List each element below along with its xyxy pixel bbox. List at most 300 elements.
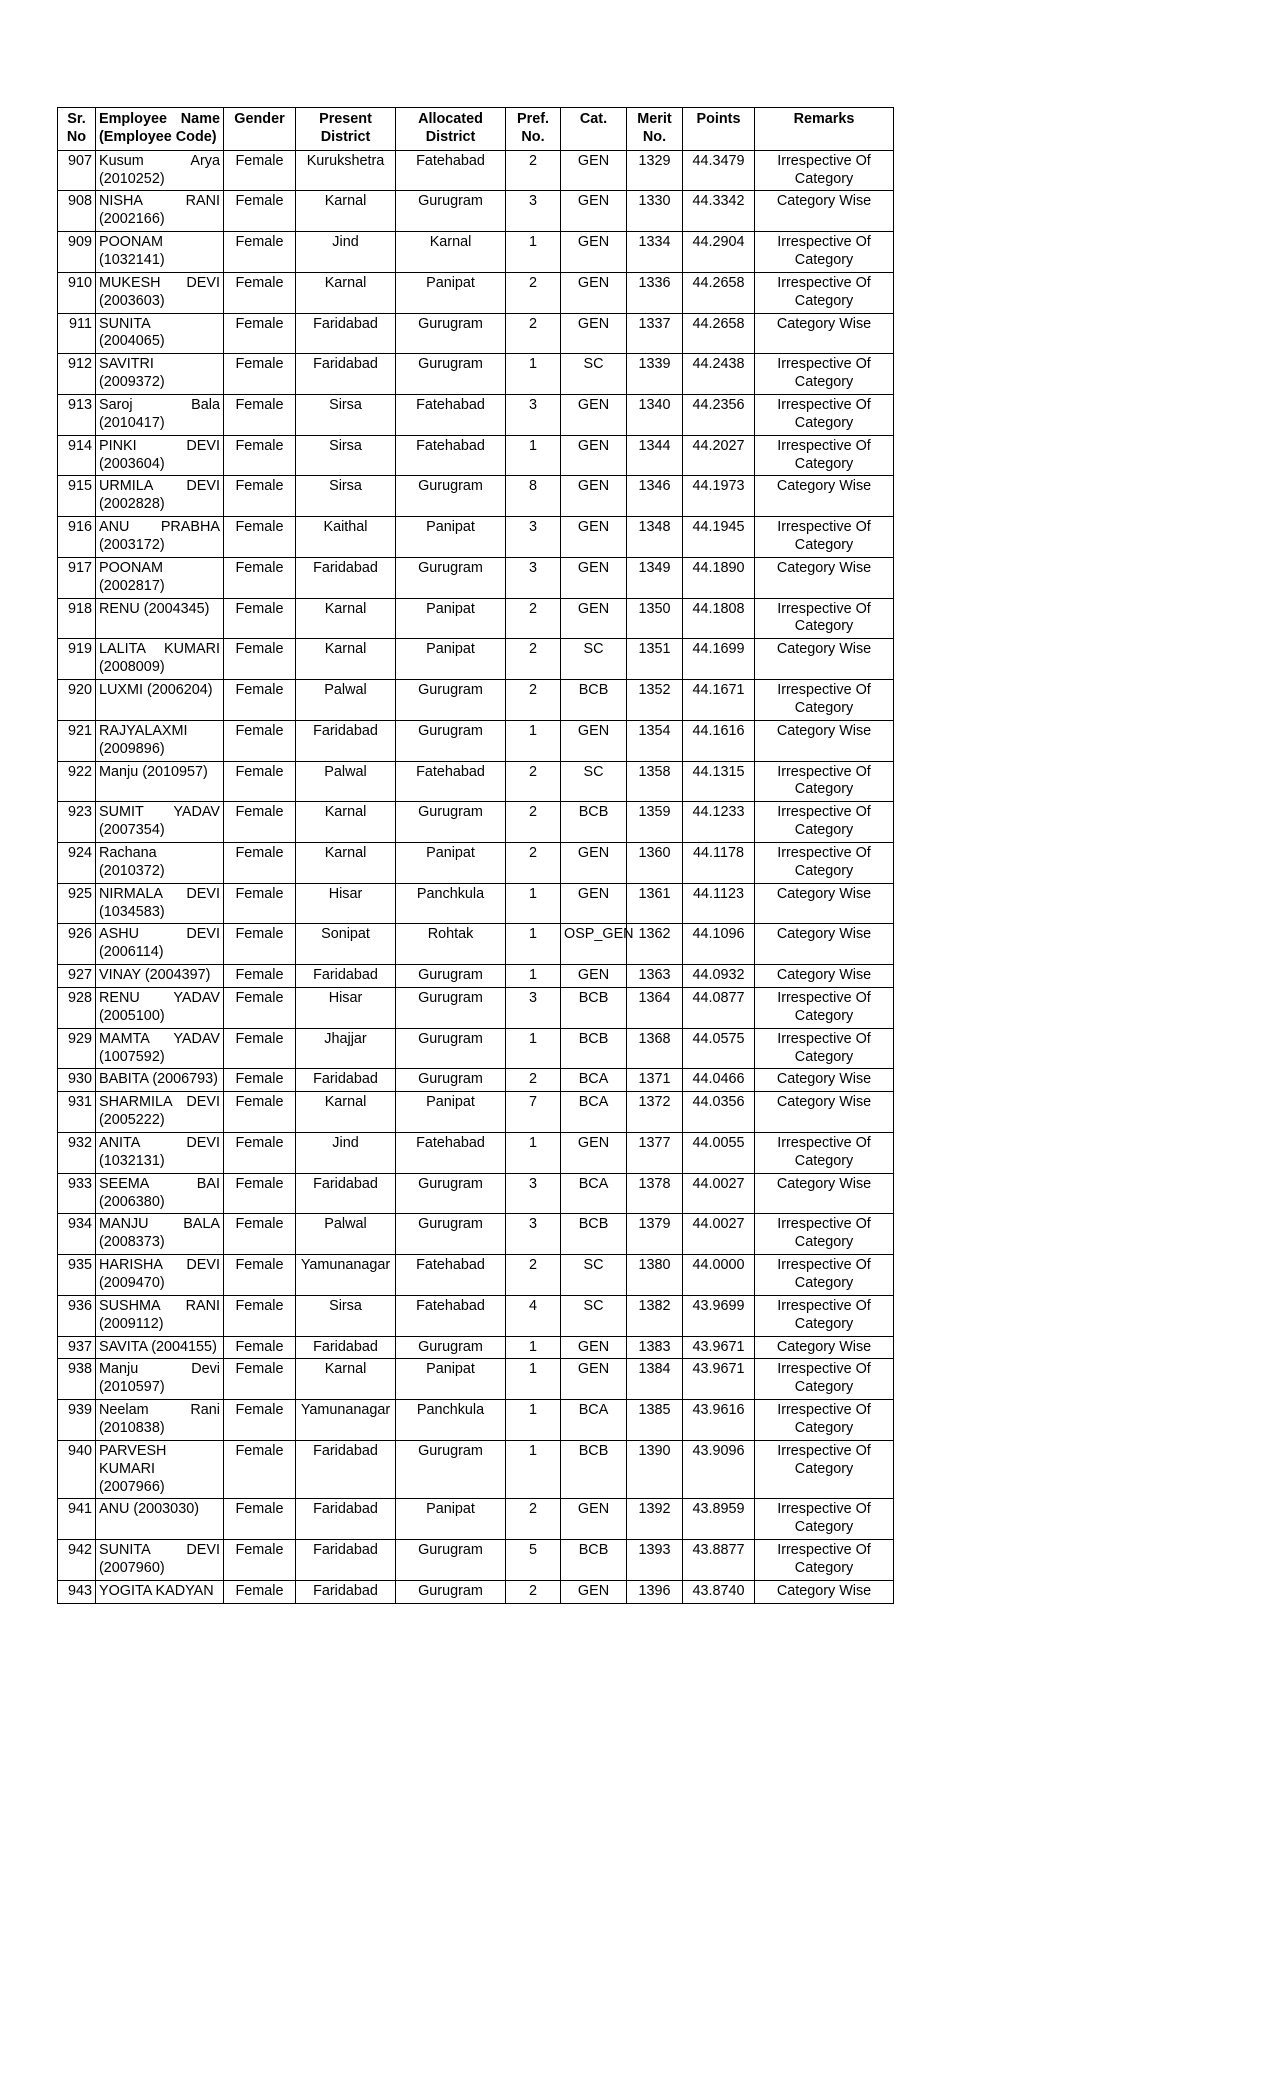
cell-sr-no: 936: [58, 1295, 96, 1336]
cell-remarks: Irrespective Of Category: [755, 1255, 894, 1296]
employee-code-text: (2008009): [99, 659, 165, 676]
table-row: [58, 1540, 894, 1581]
employee-name-text: SUNITA DEVI: [99, 1542, 220, 1559]
cell-points: 44.2356: [683, 395, 755, 436]
employee-name-text: MAMTA YADAV: [99, 1030, 220, 1047]
cell-points: 43.8959: [683, 1499, 755, 1540]
cell-employee-name: [96, 1499, 224, 1540]
cell-allocated-district: Gurugram: [396, 1440, 506, 1499]
cell-points: 43.9616: [683, 1400, 755, 1441]
cell-category: SC: [561, 1255, 627, 1296]
cell-employee-name: [96, 639, 224, 680]
cell-category: BCA: [561, 1069, 627, 1092]
cell-pref-no: 1: [506, 965, 561, 988]
employee-name-text: BABITA (2006793): [99, 1071, 218, 1088]
cell-allocated-district: Gurugram: [396, 1028, 506, 1069]
employee-name-text: Neelam Rani: [99, 1402, 220, 1419]
cell-employee-name: [96, 1255, 224, 1296]
cell-points: 43.9096: [683, 1440, 755, 1499]
cell-present-district: Sirsa: [296, 395, 396, 436]
employee-name-text: ANITA DEVI: [99, 1134, 220, 1151]
cell-remarks: Irrespective Of Category: [755, 1214, 894, 1255]
cell-gender: Female: [224, 883, 296, 924]
cell-category: BCB: [561, 680, 627, 721]
cell-sr-no: 937: [58, 1336, 96, 1359]
cell-remarks: Irrespective Of Category: [755, 150, 894, 191]
cell-pref-no: 1: [506, 883, 561, 924]
cell-remarks: Category Wise: [755, 1069, 894, 1092]
cell-pref-no: 3: [506, 517, 561, 558]
cell-present-district: Jind: [296, 1132, 396, 1173]
cell-merit-no: 1339: [627, 354, 683, 395]
employee-code-text: (1007592): [99, 1048, 165, 1065]
cell-pref-no: 3: [506, 1173, 561, 1214]
cell-remarks: Category Wise: [755, 883, 894, 924]
cell-remarks: Category Wise: [755, 557, 894, 598]
table-row: [58, 313, 894, 354]
table-row: [58, 150, 894, 191]
cell-present-district: Faridabad: [296, 1440, 396, 1499]
cell-points: 44.3342: [683, 191, 755, 232]
cell-remarks: Irrespective Of Category: [755, 842, 894, 883]
cell-sr-no: 932: [58, 1132, 96, 1173]
employee-code-text: (2004065): [99, 333, 165, 350]
cell-employee-name: [96, 313, 224, 354]
cell-sr-no: 930: [58, 1069, 96, 1092]
cell-category: GEN: [561, 272, 627, 313]
cell-gender: Female: [224, 272, 296, 313]
cell-merit-no: 1360: [627, 842, 683, 883]
cell-points: 44.2904: [683, 232, 755, 273]
cell-sr-no: 929: [58, 1028, 96, 1069]
cell-pref-no: 1: [506, 354, 561, 395]
cell-category: GEN: [561, 191, 627, 232]
table-row: [58, 680, 894, 721]
cell-pref-no: 5: [506, 1540, 561, 1581]
cell-employee-name: [96, 842, 224, 883]
employee-name-text: SHARMILA DEVI: [99, 1094, 220, 1111]
cell-remarks: Irrespective Of Category: [755, 354, 894, 395]
cell-category: BCA: [561, 1092, 627, 1133]
cell-allocated-district: Gurugram: [396, 354, 506, 395]
cell-present-district: Faridabad: [296, 1173, 396, 1214]
cell-gender: Female: [224, 1028, 296, 1069]
cell-points: 44.1123: [683, 883, 755, 924]
cell-sr-no: 921: [58, 720, 96, 761]
cell-present-district: Faridabad: [296, 1499, 396, 1540]
cell-points: 44.0055: [683, 1132, 755, 1173]
cell-employee-name: [96, 232, 224, 273]
employee-name-text: POONAM: [99, 559, 163, 576]
cell-gender: Female: [224, 476, 296, 517]
cell-present-district: Sonipat: [296, 924, 396, 965]
cell-pref-no: 1: [506, 1359, 561, 1400]
cell-points: 43.8740: [683, 1580, 755, 1603]
cell-category: GEN: [561, 1336, 627, 1359]
employee-name-text: NIRMALA DEVI: [99, 885, 220, 902]
cell-remarks: Irrespective Of Category: [755, 1295, 894, 1336]
cell-present-district: Faridabad: [296, 1580, 396, 1603]
cell-merit-no: 1344: [627, 435, 683, 476]
cell-merit-no: 1350: [627, 598, 683, 639]
header-line-1: Allocated: [418, 111, 483, 127]
cell-category: GEN: [561, 1580, 627, 1603]
table-row: [58, 883, 894, 924]
employee-name-text: RENU (2004345): [99, 600, 210, 617]
cell-category: SC: [561, 1295, 627, 1336]
cell-category: GEN: [561, 395, 627, 436]
cell-allocated-district: Gurugram: [396, 1580, 506, 1603]
header-line-1: Points: [696, 111, 741, 127]
table-row: [58, 1400, 894, 1441]
cell-employee-name: [96, 802, 224, 843]
employee-code-text: (2002817): [99, 577, 165, 594]
cell-category: GEN: [561, 1359, 627, 1400]
cell-category: GEN: [561, 232, 627, 273]
employee-code-text: (2010417): [99, 414, 165, 431]
cell-merit-no: 1378: [627, 1173, 683, 1214]
cell-gender: Female: [224, 517, 296, 558]
cell-category: SC: [561, 639, 627, 680]
cell-pref-no: 1: [506, 1440, 561, 1499]
cell-points: 44.1233: [683, 802, 755, 843]
cell-pref-no: 1: [506, 924, 561, 965]
cell-gender: Female: [224, 1214, 296, 1255]
cell-points: 44.1945: [683, 517, 755, 558]
cell-remarks: Category Wise: [755, 1336, 894, 1359]
cell-merit-no: 1385: [627, 1400, 683, 1441]
column-header-allocated-district: [396, 108, 506, 151]
cell-present-district: Faridabad: [296, 1069, 396, 1092]
cell-employee-name: [96, 1336, 224, 1359]
cell-gender: Female: [224, 1069, 296, 1092]
table-row: [58, 1028, 894, 1069]
cell-pref-no: 2: [506, 1255, 561, 1296]
table-body: [58, 150, 894, 1603]
cell-gender: Female: [224, 761, 296, 802]
cell-merit-no: 1330: [627, 191, 683, 232]
cell-remarks: Category Wise: [755, 965, 894, 988]
cell-present-district: Sirsa: [296, 476, 396, 517]
table-row: [58, 987, 894, 1028]
cell-points: 44.2027: [683, 435, 755, 476]
cell-sr-no: 918: [58, 598, 96, 639]
table-row: [58, 476, 894, 517]
cell-points: 44.1973: [683, 476, 755, 517]
employee-name-text: Kusum Arya: [99, 152, 220, 169]
employee-code-text: (2003172): [99, 537, 165, 554]
cell-allocated-district: Gurugram: [396, 1214, 506, 1255]
cell-allocated-district: Gurugram: [396, 680, 506, 721]
employee-code-text: (1032131): [99, 1152, 165, 1169]
cell-remarks: Irrespective Of Category: [755, 680, 894, 721]
cell-points: 43.9671: [683, 1336, 755, 1359]
table-row: [58, 1580, 894, 1603]
table-row: [58, 1336, 894, 1359]
cell-employee-name: [96, 1132, 224, 1173]
cell-points: 44.0356: [683, 1092, 755, 1133]
cell-allocated-district: Gurugram: [396, 191, 506, 232]
cell-gender: Female: [224, 1092, 296, 1133]
cell-merit-no: 1359: [627, 802, 683, 843]
cell-merit-no: 1352: [627, 680, 683, 721]
cell-sr-no: 911: [58, 313, 96, 354]
cell-remarks: Category Wise: [755, 1092, 894, 1133]
cell-employee-name: [96, 272, 224, 313]
cell-employee-name: [96, 1580, 224, 1603]
cell-pref-no: 2: [506, 761, 561, 802]
table-row: [58, 557, 894, 598]
cell-category: GEN: [561, 1499, 627, 1540]
cell-employee-name: [96, 476, 224, 517]
cell-remarks: Category Wise: [755, 1173, 894, 1214]
cell-sr-no: 938: [58, 1359, 96, 1400]
employee-code-text: (2009372): [99, 374, 165, 391]
cell-category: BCB: [561, 1028, 627, 1069]
column-header-category: [561, 108, 627, 151]
cell-employee-name: [96, 191, 224, 232]
cell-sr-no: 913: [58, 395, 96, 436]
header-line-1: Present: [319, 111, 372, 127]
cell-employee-name: [96, 517, 224, 558]
cell-gender: Female: [224, 435, 296, 476]
cell-merit-no: 1390: [627, 1440, 683, 1499]
cell-present-district: Palwal: [296, 680, 396, 721]
cell-present-district: Karnal: [296, 598, 396, 639]
header-line-1: Pref.: [517, 111, 549, 127]
cell-pref-no: 1: [506, 1028, 561, 1069]
cell-gender: Female: [224, 1580, 296, 1603]
table-row: [58, 232, 894, 273]
employee-code-text: (2010372): [99, 862, 165, 879]
cell-remarks: Irrespective Of Category: [755, 1400, 894, 1441]
header-line-1: Sr.: [67, 111, 86, 127]
cell-points: 44.0575: [683, 1028, 755, 1069]
employee-name-text: VINAY (2004397): [99, 967, 211, 984]
cell-present-district: Palwal: [296, 1214, 396, 1255]
cell-allocated-district: Fatehabad: [396, 1295, 506, 1336]
table-header: [58, 108, 894, 151]
cell-pref-no: 3: [506, 987, 561, 1028]
cell-sr-no: 914: [58, 435, 96, 476]
cell-present-district: Faridabad: [296, 1540, 396, 1581]
employee-code-text: (2002828): [99, 496, 165, 513]
cell-sr-no: 925: [58, 883, 96, 924]
cell-merit-no: 1340: [627, 395, 683, 436]
cell-gender: Female: [224, 1440, 296, 1499]
cell-points: 44.1096: [683, 924, 755, 965]
header-line-2: District: [425, 128, 476, 145]
employee-name-text: Rachana: [99, 844, 157, 861]
cell-gender: Female: [224, 395, 296, 436]
employee-code-text: (2007960): [99, 1560, 165, 1577]
cell-merit-no: 1372: [627, 1092, 683, 1133]
cell-category: SC: [561, 761, 627, 802]
cell-merit-no: 1368: [627, 1028, 683, 1069]
cell-present-district: Kaithal: [296, 517, 396, 558]
cell-points: 44.1699: [683, 639, 755, 680]
cell-remarks: Irrespective Of Category: [755, 395, 894, 436]
table-row: [58, 1069, 894, 1092]
cell-remarks: Irrespective Of Category: [755, 1440, 894, 1499]
employee-code-text: (2003604): [99, 455, 165, 472]
header-line-2: District: [320, 128, 371, 145]
cell-merit-no: 1379: [627, 1214, 683, 1255]
cell-allocated-district: Panipat: [396, 517, 506, 558]
table-row: [58, 842, 894, 883]
cell-gender: Female: [224, 1173, 296, 1214]
header-line-2: No: [66, 128, 87, 145]
cell-category: BCB: [561, 1214, 627, 1255]
cell-merit-no: 1377: [627, 1132, 683, 1173]
cell-gender: Female: [224, 1295, 296, 1336]
cell-allocated-district: Gurugram: [396, 1540, 506, 1581]
cell-allocated-district: Fatehabad: [396, 395, 506, 436]
cell-merit-no: 1361: [627, 883, 683, 924]
cell-sr-no: 931: [58, 1092, 96, 1133]
cell-present-district: Karnal: [296, 802, 396, 843]
cell-category: SC: [561, 354, 627, 395]
employee-name-text: POONAM: [99, 234, 163, 251]
cell-present-district: Palwal: [296, 761, 396, 802]
cell-category: GEN: [561, 598, 627, 639]
cell-points: 43.9699: [683, 1295, 755, 1336]
cell-merit-no: 1364: [627, 987, 683, 1028]
cell-merit-no: 1382: [627, 1295, 683, 1336]
cell-pref-no: 1: [506, 232, 561, 273]
cell-points: 44.1178: [683, 842, 755, 883]
cell-present-district: Sirsa: [296, 1295, 396, 1336]
employee-code-text: (2009470): [99, 1274, 165, 1291]
cell-gender: Female: [224, 639, 296, 680]
cell-points: 44.1616: [683, 720, 755, 761]
cell-gender: Female: [224, 802, 296, 843]
table-row: [58, 802, 894, 843]
cell-present-district: Karnal: [296, 842, 396, 883]
cell-present-district: Karnal: [296, 1092, 396, 1133]
cell-merit-no: 1358: [627, 761, 683, 802]
cell-pref-no: 1: [506, 1132, 561, 1173]
table-row: [58, 1440, 894, 1499]
cell-category: BCA: [561, 1173, 627, 1214]
cell-pref-no: 2: [506, 150, 561, 191]
cell-gender: Female: [224, 1359, 296, 1400]
cell-remarks: Irrespective Of Category: [755, 232, 894, 273]
cell-present-district: Faridabad: [296, 557, 396, 598]
header-line-2: No.: [521, 128, 545, 145]
cell-remarks: Irrespective Of Category: [755, 435, 894, 476]
cell-pref-no: 8: [506, 476, 561, 517]
cell-points: 44.0027: [683, 1173, 755, 1214]
employee-name-text: ASHU DEVI: [99, 926, 220, 943]
cell-allocated-district: Panipat: [396, 842, 506, 883]
cell-remarks: Irrespective Of Category: [755, 1028, 894, 1069]
cell-merit-no: 1363: [627, 965, 683, 988]
allocation-table-container: [57, 107, 893, 1604]
cell-remarks: Category Wise: [755, 1580, 894, 1603]
header-line-2: (Employee Code): [99, 128, 217, 145]
cell-pref-no: 1: [506, 1336, 561, 1359]
cell-pref-no: 7: [506, 1092, 561, 1133]
table-row: [58, 435, 894, 476]
cell-category: BCB: [561, 802, 627, 843]
employee-code-text: (2010838): [99, 1420, 165, 1436]
cell-remarks: Category Wise: [755, 924, 894, 965]
cell-merit-no: 1329: [627, 150, 683, 191]
employee-code-text: (2007966): [99, 1478, 165, 1495]
cell-remarks: Irrespective Of Category: [755, 987, 894, 1028]
cell-present-district: Jhajjar: [296, 1028, 396, 1069]
employee-name-text: Saroj Bala: [99, 397, 220, 414]
employee-allocation-table: [57, 107, 894, 1604]
cell-points: 44.3479: [683, 150, 755, 191]
employee-name-text: YOGITA KADYAN: [99, 1582, 214, 1599]
cell-gender: Female: [224, 354, 296, 395]
employee-code-text: (1032141): [99, 252, 165, 269]
cell-points: 44.2658: [683, 313, 755, 354]
column-header-pref-no: [506, 108, 561, 151]
cell-category: BCB: [561, 987, 627, 1028]
cell-points: 44.1890: [683, 557, 755, 598]
cell-points: 44.0466: [683, 1069, 755, 1092]
cell-sr-no: 923: [58, 802, 96, 843]
cell-merit-no: 1380: [627, 1255, 683, 1296]
cell-category: BCA: [561, 1400, 627, 1441]
employee-name-text: RENU YADAV: [99, 989, 220, 1006]
cell-sr-no: 941: [58, 1499, 96, 1540]
cell-employee-name: [96, 395, 224, 436]
cell-employee-name: [96, 1173, 224, 1214]
cell-allocated-district: Panipat: [396, 1092, 506, 1133]
cell-allocated-district: Gurugram: [396, 1173, 506, 1214]
cell-points: 43.9671: [683, 1359, 755, 1400]
cell-remarks: Category Wise: [755, 639, 894, 680]
cell-employee-name: [96, 1214, 224, 1255]
header-line-1: Remarks: [793, 111, 855, 127]
employee-code-text: (2009896): [99, 740, 165, 757]
table-row: [58, 639, 894, 680]
employee-code-text: (2009112): [99, 1315, 164, 1332]
cell-category: GEN: [561, 313, 627, 354]
employee-name-text: SUMIT YADAV: [99, 804, 220, 821]
cell-employee-name: [96, 965, 224, 988]
cell-gender: Female: [224, 557, 296, 598]
table-header-row: [58, 108, 894, 151]
cell-pref-no: 2: [506, 680, 561, 721]
cell-present-district: Faridabad: [296, 354, 396, 395]
cell-merit-no: 1346: [627, 476, 683, 517]
cell-pref-no: 2: [506, 272, 561, 313]
cell-merit-no: 1371: [627, 1069, 683, 1092]
cell-sr-no: 935: [58, 1255, 96, 1296]
cell-sr-no: 909: [58, 232, 96, 273]
cell-points: 44.2658: [683, 272, 755, 313]
employee-name-text: MUKESH DEVI: [99, 274, 220, 291]
employee-name-text: SAVITRI: [99, 356, 154, 373]
cell-gender: Female: [224, 1499, 296, 1540]
table-row: [58, 272, 894, 313]
cell-allocated-district: Panchkula: [396, 1400, 506, 1441]
cell-employee-name: [96, 557, 224, 598]
employee-name-text: SUNITA: [99, 315, 151, 332]
cell-category: OSP_GEN: [561, 924, 627, 965]
cell-points: 44.0000: [683, 1255, 755, 1296]
cell-pref-no: 3: [506, 1214, 561, 1255]
cell-gender: Female: [224, 232, 296, 273]
cell-pref-no: 2: [506, 313, 561, 354]
cell-present-district: Jind: [296, 232, 396, 273]
cell-points: 44.0027: [683, 1214, 755, 1255]
